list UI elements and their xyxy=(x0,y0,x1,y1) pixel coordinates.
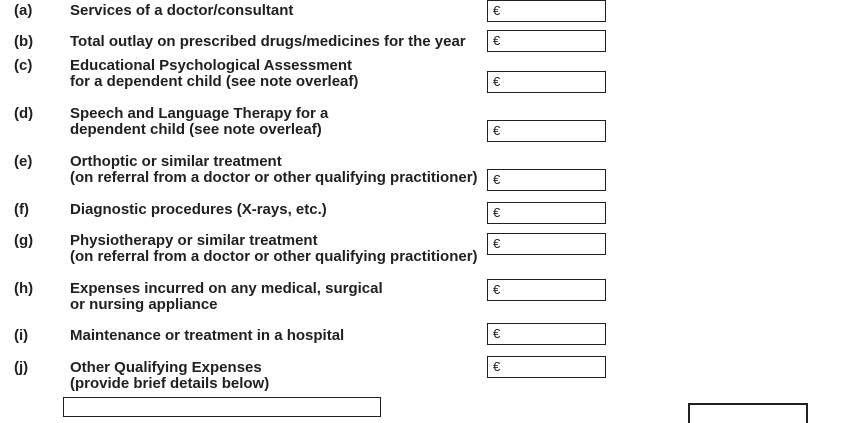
amount-field-h[interactable] xyxy=(487,279,606,301)
item-label-line: for a dependent child (see note overleaf) xyxy=(70,73,359,90)
euro-symbol: € xyxy=(493,359,501,374)
item-label-line: Educational Psychological Assessment xyxy=(70,57,353,74)
euro-symbol: € xyxy=(493,74,501,89)
item-letter: (b) xyxy=(14,33,34,50)
amount-field-c[interactable] xyxy=(487,71,606,93)
amount-field-f[interactable] xyxy=(487,202,606,224)
item-label xyxy=(70,328,344,344)
item-label-line: Diagnostic procedures (X-rays, etc.) xyxy=(70,201,327,218)
item-label-line: Physiotherapy or similar treatment xyxy=(70,232,318,249)
euro-symbol: € xyxy=(493,123,501,138)
item-label-line: (on referral from a doctor or other qualifying practitioner) xyxy=(70,248,478,265)
euro-symbol: € xyxy=(493,236,501,251)
item-label-line: or nursing appliance xyxy=(70,296,218,313)
item-letter: (d) xyxy=(14,105,34,122)
item-letter: (j) xyxy=(14,359,29,376)
euro-symbol: € xyxy=(493,326,501,341)
amount-field-b[interactable] xyxy=(487,30,606,52)
item-label xyxy=(70,360,269,392)
item-label xyxy=(70,34,466,50)
item-label-line: (on referral from a doctor or other qualifying practitioner) xyxy=(70,169,478,186)
item-label xyxy=(70,233,478,265)
item-label xyxy=(70,281,383,313)
other-expenses-details-field[interactable] xyxy=(63,397,381,417)
amount-field-g[interactable] xyxy=(487,233,606,255)
euro-symbol: € xyxy=(493,172,501,187)
item-label-line: Speech and Language Therapy for a xyxy=(70,105,329,122)
euro-symbol: € xyxy=(493,3,501,18)
item-label-line: Services of a doctor/consultant xyxy=(70,2,294,19)
amount-field-j[interactable] xyxy=(487,356,606,378)
item-label-line: Expenses incurred on any medical, surgical xyxy=(70,280,383,297)
item-letter: (h) xyxy=(14,280,34,297)
amount-field-d[interactable] xyxy=(487,120,606,142)
item-letter: (g) xyxy=(14,232,34,249)
item-label xyxy=(70,3,293,19)
euro-symbol: € xyxy=(493,282,501,297)
item-letter: (f) xyxy=(14,201,29,218)
item-label xyxy=(70,154,478,186)
total-amount-box[interactable] xyxy=(688,403,808,423)
amount-field-e[interactable] xyxy=(487,169,606,191)
item-label xyxy=(70,58,358,90)
item-label-line: Orthoptic or similar treatment xyxy=(70,153,282,170)
item-letter: (e) xyxy=(14,153,33,170)
amount-field-i[interactable] xyxy=(487,323,606,345)
item-label xyxy=(70,106,328,138)
item-label-line: Other Qualifying Expenses xyxy=(70,359,262,376)
item-letter: (a) xyxy=(14,2,33,19)
euro-symbol: € xyxy=(493,205,501,220)
item-label-line: dependent child (see note overleaf) xyxy=(70,121,322,138)
item-label-line: Total outlay on prescribed drugs/medicines for the year xyxy=(70,33,466,50)
item-letter: (c) xyxy=(14,57,33,74)
item-letter: (i) xyxy=(14,327,29,344)
euro-symbol: € xyxy=(493,33,501,48)
item-label xyxy=(70,202,327,218)
item-label-line: Maintenance or treatment in a hospital xyxy=(70,327,345,344)
amount-field-a[interactable] xyxy=(487,0,606,22)
item-label-line: (provide brief details below) xyxy=(70,375,270,392)
